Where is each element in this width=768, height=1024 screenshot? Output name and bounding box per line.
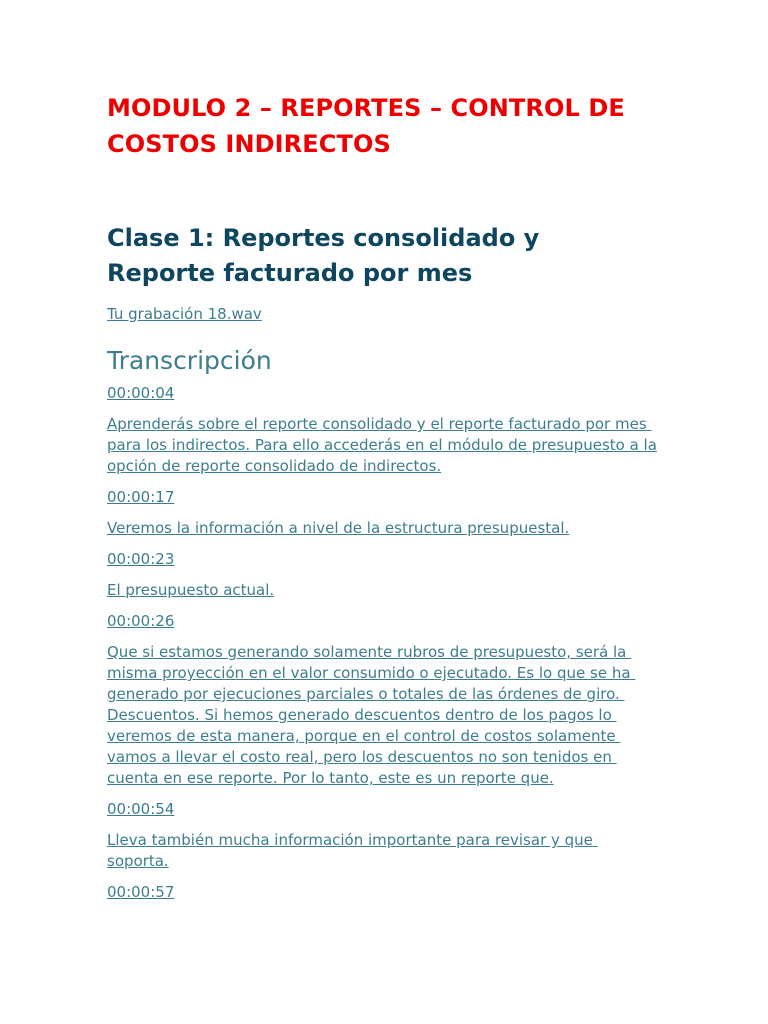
audio-recording-link[interactable]: Tu grabación 18.wav <box>107 305 262 323</box>
timestamp-link[interactable] <box>107 487 662 508</box>
transcript-paragraph-link[interactable] <box>107 518 662 539</box>
timestamp-text: 00:00:54 <box>107 800 175 818</box>
timestamp-link[interactable] <box>107 549 662 570</box>
transcript-line: Que si estamos generando solamente rubros de presupuesto, será la <box>107 643 632 661</box>
timestamp-text: 00:00:26 <box>107 612 175 630</box>
transcript-line: cuenta en ese reporte. Por lo tanto, este es un reporte que. <box>107 769 554 787</box>
transcript-paragraph-link[interactable] <box>107 830 662 872</box>
transcript-line: Lleva también mucha información importante para revisar y que <box>107 831 598 849</box>
timestamp-text: 00:00:17 <box>107 488 175 506</box>
class-title-line: Reporte facturado por mes <box>107 259 473 287</box>
transcript-line: vamos a llevar el costo real, pero los descuentos no son tenidos en <box>107 748 617 766</box>
timestamp-link[interactable] <box>107 882 662 903</box>
transcript-line: soporta. <box>107 852 169 870</box>
module-title-line: COSTOS INDIRECTOS <box>107 130 391 158</box>
transcript-paragraph-link[interactable] <box>107 580 662 601</box>
transcription-heading: Transcripción <box>107 346 272 375</box>
transcript-line: generado por ejecuciones parciales o totales de las órdenes de giro. <box>107 685 625 703</box>
transcript-line: Aprenderás sobre el reporte consolidado y el reporte facturado por mes <box>107 415 652 433</box>
timestamp-text: 00:00:57 <box>107 883 175 901</box>
class-title-line: Clase 1: Reportes consolidado y <box>107 224 540 252</box>
transcript-paragraph-link[interactable] <box>107 642 662 789</box>
transcript-line: veremos de esta manera, porque en el control de costos solamente <box>107 727 621 745</box>
module-title <box>107 90 667 162</box>
transcript-line: opción de reporte consolidado de indirectos. <box>107 457 442 475</box>
timestamp-link[interactable] <box>107 611 662 632</box>
transcript-line: para los indirectos. Para ello accederás en el módulo de presupuesto a la <box>107 436 657 454</box>
timestamp-link[interactable] <box>107 799 662 820</box>
transcript-paragraph-link[interactable] <box>107 414 662 477</box>
transcript-list <box>107 383 662 903</box>
class-title <box>107 221 667 291</box>
timestamp-link[interactable] <box>107 383 662 404</box>
transcript-line: Descuentos. Si hemos generado descuentos dentro de los pagos lo <box>107 706 617 724</box>
transcript-line: Veremos la información a nivel de la estructura presupuestal. <box>107 519 570 537</box>
transcript-line: misma proyección en el valor consumido o ejecutado. Es lo que se ha <box>107 664 636 682</box>
transcript-line: El presupuesto actual. <box>107 581 275 599</box>
module-title-line: MODULO 2 – REPORTES – CONTROL DE <box>107 94 625 122</box>
timestamp-text: 00:00:23 <box>107 550 175 568</box>
timestamp-text: 00:00:04 <box>107 384 175 402</box>
